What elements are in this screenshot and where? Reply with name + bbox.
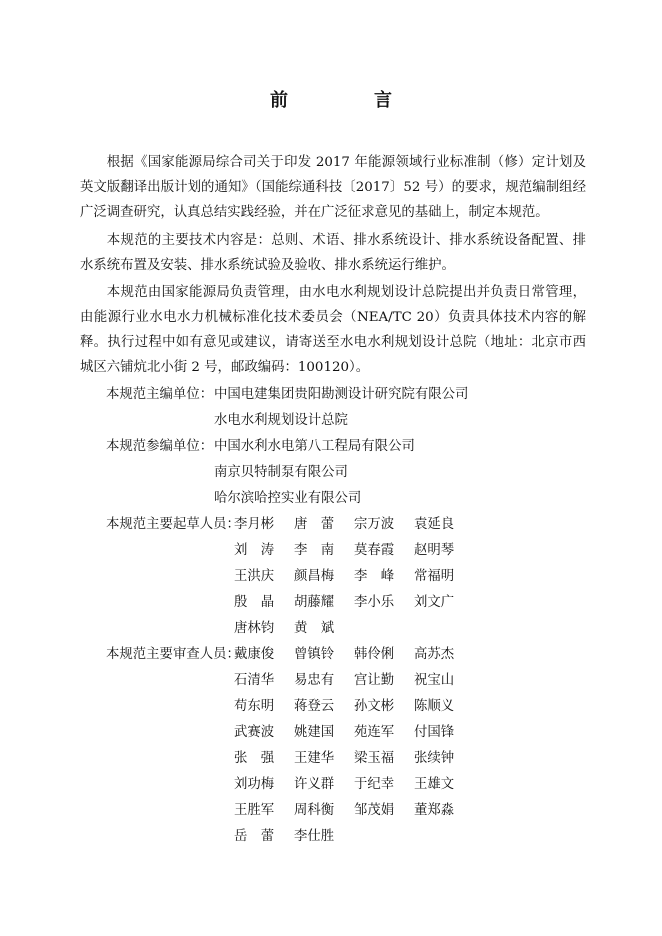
paragraph-basis: 根据《国家能源局综合司关于印发 2017 年能源领域行业标准制（修）定计划及英文版翻译出版计划的通知》（国能综通科技〔2017〕52 号）的要求，规范编制组经广泛调查研究，认真总结实践经验，并在广泛征求意见的基础上，制定本规范。 [80,155,586,220]
drafter-name: 唐 蕾 [294,517,335,532]
chief-unit-item: 水电水利规划设计总院 [214,413,348,428]
participating-units-label: 本规范参编单位： [106,439,214,454]
reviewers-block [80,642,600,850]
reviewer-name: 王雄文 [414,777,455,792]
reviewer-name: 宫让勤 [354,673,395,688]
reviewer-name: 曾镇铃 [294,647,335,662]
drafter-name: 刘文广 [414,595,455,610]
drafter-name: 刘 涛 [234,543,275,558]
drafter-name: 莫春霞 [354,543,395,558]
paragraph-contents: 本规范的主要技术内容是：总则、术语、排水系统设计、排水系统设备配置、排水系统布置及安装、排水系统试验及验收、排水系统运行维护。 [80,233,586,273]
drafter-name: 赵明琴 [414,543,455,558]
drafter-name: 常福明 [414,569,455,584]
reviewer-name: 王建华 [294,751,335,766]
drafter-name: 唐林钧 [234,621,275,636]
drafter-name: 李小乐 [354,595,395,610]
page-title: 前 言 [270,90,426,111]
reviewer-name: 于纪幸 [354,777,395,792]
drafter-name: 李 南 [294,543,335,558]
drafter-name: 袁延良 [414,517,455,532]
drafter-name: 宗万波 [354,517,395,532]
reviewer-name: 张 强 [234,751,275,766]
reviewer-name: 付国锋 [414,725,455,740]
drafter-name: 胡藤耀 [294,595,335,610]
reviewer-name: 戴康俊 [234,647,275,662]
chief-unit-item: 中国电建集团贵阳勘测设计研究院有限公司 [214,387,469,402]
reviewer-name: 王胜军 [234,803,275,818]
reviewer-name: 梁玉福 [354,751,395,766]
drafter-name: 王洪庆 [234,569,275,584]
reviewer-name: 苟东明 [234,699,275,714]
reviewer-name: 刘功梅 [234,777,275,792]
reviewer-name: 易忠有 [294,673,335,688]
drafters-label: 本规范主要起草人员： [106,517,240,532]
reviewer-name: 陈顺义 [414,699,455,714]
reviewer-name: 孙文彬 [354,699,395,714]
reviewer-name: 苑连军 [354,725,395,740]
reviewers-label: 本规范主要审查人员： [106,647,240,662]
reviewer-name: 武赛波 [234,725,275,740]
participating-unit-item: 中国水利水电第八工程局有限公司 [214,439,415,454]
drafter-name: 殷 晶 [234,595,275,610]
participating-unit-item: 南京贝特制泵有限公司 [214,465,348,480]
reviewer-name: 许义群 [294,777,335,792]
reviewer-name: 祝宝山 [414,673,455,688]
reviewer-name: 周科衡 [294,803,335,818]
reviewer-name: 蒋登云 [294,699,335,714]
reviewer-name: 高苏杰 [414,647,455,662]
reviewer-name: 邹茂娟 [354,803,395,818]
drafter-name: 黄 斌 [294,621,335,636]
drafter-name: 李月彬 [234,517,275,532]
participating-unit-item: 哈尔滨哈控实业有限公司 [214,491,362,506]
drafters-block [80,512,600,642]
participating-units-block [80,434,600,512]
paragraph-management: 本规范由国家能源局负责管理，由水电水利规划设计总院提出并负责日常管理，由能源行业水电水力机械标准化技术委员会（NEA/TC 20）负责具体技术内容的解释。执行过程中如有意见或建议，请寄送至水电水利规划设计总院（地址：北京市西城区六铺炕北小街 2 号，邮政编码：100120）。 [80,285,586,375]
chief-units-label: 本规范主编单位： [106,387,214,402]
reviewer-name: 董郑淼 [414,803,455,818]
drafter-name: 李 峰 [354,569,395,584]
reviewer-name: 李仕胜 [294,829,335,844]
reviewer-name: 韩伶俐 [354,647,395,662]
reviewer-name: 张续钟 [414,751,455,766]
reviewer-name: 岳 蕾 [234,829,275,844]
chief-units-block [80,382,600,434]
drafter-name: 颜昌梅 [294,569,335,584]
reviewer-name: 石清华 [234,673,275,688]
reviewer-name: 姚建国 [294,725,335,740]
